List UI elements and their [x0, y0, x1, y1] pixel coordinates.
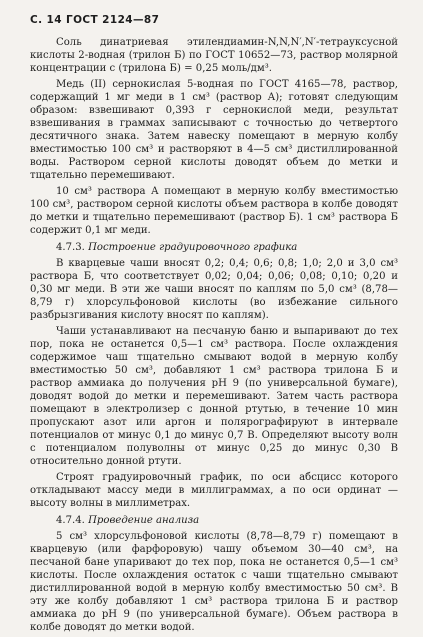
section-number: 4.7.3.	[56, 242, 85, 253]
page-body	[30, 36, 398, 637]
section-heading-analysis	[30, 514, 398, 527]
paragraph-solution-b: 10 см³ раствора А помещают в мерную колбу вместимостью 100 см³, раствором серной кислоты объем раствора в колбе доводят до метки и тщательно перемешивают (раствор Б). 1 см³ раствора Б содержит 0,1 мг меди.	[30, 186, 398, 236]
paragraph-calibration-graph: Строят градуировочный график, по оси абсцисс которого откладывают массу меди в миллиграммах, а по оси ординат — высоту волны в миллиметрах.	[30, 472, 398, 509]
section-heading-calibration	[30, 241, 398, 254]
paragraph-analysis-procedure: 5 см³ хлорсульфоновой кислоты (8,78—8,79 г) помещают в кварцевую (или фарфоровую) чашу объемом 30—40 см³, на песчаной бане упаривают до тех пор, пока не останется 0,5—1 см³ кислоты. После охлаждения остаток с чаши тщательно смывают дистиллированной водой в мерную колбу вместимостью 50 см³. В эту же колбу добавляют 1 см³ раствора трилона Б и раствор аммиака до pH 9 (по универсальной бумаге). Объем раствора в колбе доводят до метки водой.	[30, 531, 398, 633]
paragraph-reagent-copper-sulfate: Медь (II) сернокислая 5-водная по ГОСТ 4165—78, раствор, содержащий 1 мг меди в 1 см³ (раствор А); готовят следующим образом: взвешивают 0,393 г сернокислой меди, результат взвешивания в граммах записывают с точностью до четвертого десятичного знака. Затем навеску помещают в мерную колбу вместимостью 100 см³ и растворяют в 4—5 см³ дистиллированной воды. Раствором серной кислоты доводят объем до метки и тщательно перемешивают.	[30, 79, 398, 181]
section-title: Построение градуировочного графика	[88, 242, 298, 253]
paragraph-reagent-trilon: Соль динатриевая этилендиамин-N,N,N′,N′-тетрауксусной кислоты 2-водная (трилон Б) по ГОСТ 10652—73, раствор молярной концентрации с (трилона Б) = 0,25 моль/дм³.	[30, 37, 398, 74]
section-number: 4.7.4.	[56, 515, 85, 526]
paragraph-calibration-dishes: В кварцевые чаши вносят 0,2; 0,4; 0,6; 0,8; 1,0; 2,0 и 3,0 см³ раствора Б, что соответствует 0,02; 0,04; 0,06; 0,08; 0,10; 0,20 и 0,30 мг меди. В эти же чаши вносят по каплям по 5,0 см³ (8,78—8,79 г) хлорсульфоновой кислоты (во избежание сильного разбрызгивания кислоту вносят по каплям).	[30, 258, 398, 321]
section-title: Проведение анализа	[88, 515, 200, 526]
paragraph-calibration-procedure: Чаши устанавливают на песчаную баню и выпаривают до тех пор, пока не останется 0,5—1 см³ раствора. После охлаждения содержимое чаш тщательно смывают водой в мерную колбу вместимостью 50 см³, добавляют 1 см³ раствора трилона Б и раствор аммиака до получения pH 9 (по универсальной бумаге), доводят водой до метки и перемешивают. Затем часть раствора помещают в электролизер с донной ртутью, в течение 10 мин пропускают азот или аргон и полярографируют в интервале потенциалов от минус 0,1 до минус 0,7 В. Определяют высоту волн с потенциалом полуволны от минус 0,25 до минус 0,30 В относительно донной ртути.	[30, 326, 398, 467]
page-header: С. 14 ГОСТ 2124—87	[30, 14, 160, 26]
